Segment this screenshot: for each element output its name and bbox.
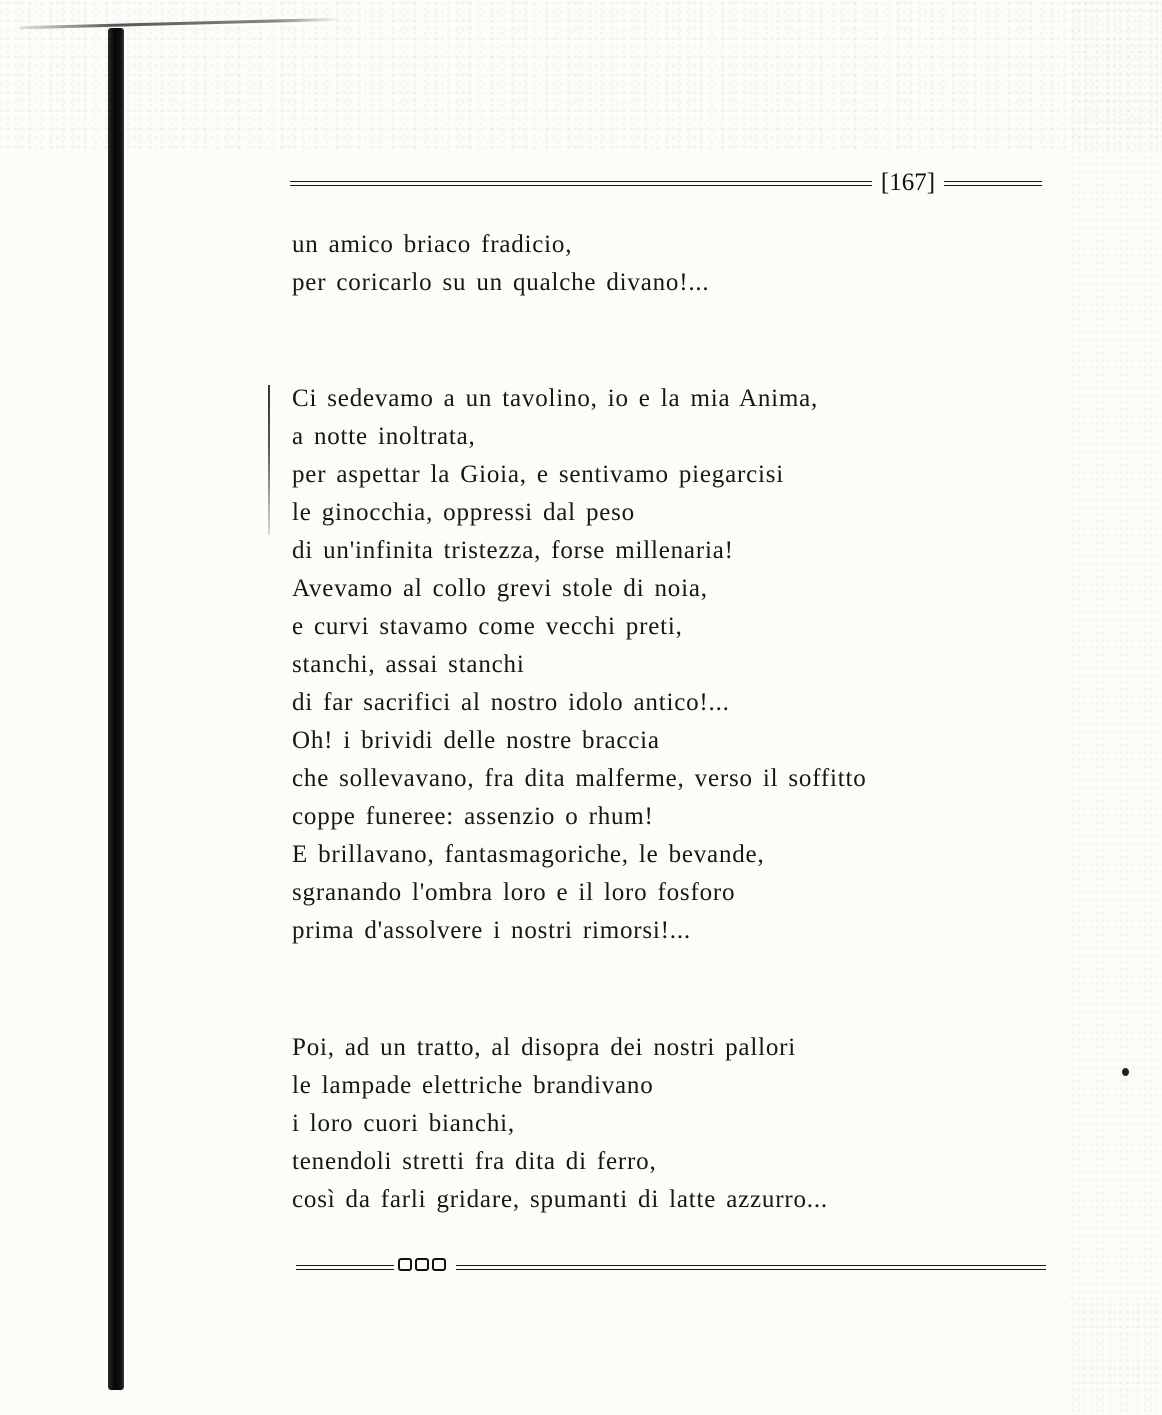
stanza	[292, 1029, 828, 1219]
page-header	[290, 168, 1042, 200]
poem-line: prima d'assolvere i nostri rimorsi!...	[292, 917, 691, 944]
poem-line: un amico briaco fradicio,	[292, 231, 573, 258]
poem-line: per coricarlo su un qualche divano!...	[292, 269, 710, 296]
poem-line: Oh! i brividi delle nostre braccia	[292, 727, 660, 754]
poem-line: di un'infinita tristezza, forse millenaria!	[292, 537, 734, 564]
poem-line: Poi, ad un tratto, al disopra dei nostri pallori	[292, 1034, 796, 1061]
stanza	[292, 226, 709, 302]
poem-line: E brillavano, fantasmagoriche, le bevande,	[292, 841, 765, 868]
poem-line: e curvi stavamo come vecchi preti,	[292, 613, 683, 640]
stanza	[292, 380, 867, 950]
ink-spot	[1122, 1068, 1129, 1076]
poem-line: così da farli gridare, spumanti di latte azzurro...	[292, 1186, 828, 1213]
poem-line: coppe funeree: assenzio o rhum!	[292, 803, 654, 830]
poem-line: le ginocchia, oppressi dal peso	[292, 499, 635, 526]
poem-line: stanchi, assai stanchi	[292, 651, 525, 678]
poem-line: le lampade elettriche brandivano	[292, 1072, 654, 1099]
margin-pencil-mark	[268, 385, 270, 535]
poem-line: sgranando l'ombra loro e il loro fosforo	[292, 879, 736, 906]
poem-line: tenendoli stretti fra dita di ferro,	[292, 1148, 657, 1175]
poem-line: i loro cuori bianchi,	[292, 1110, 515, 1137]
paper-speckle-right	[1070, 0, 1162, 1415]
poem-line: che sollevavano, fra dita malferme, verso il soffitto	[292, 765, 867, 792]
poem-line: Avevamo al collo grevi stole di noia,	[292, 575, 708, 602]
book-binding	[108, 28, 124, 1390]
ornament-square	[432, 1258, 446, 1271]
square-ornament-icon	[398, 1258, 446, 1271]
page-number: [167]	[880, 169, 936, 196]
paper-speckle-bottom	[0, 1300, 1162, 1415]
poem-line: a notte inoltrata,	[292, 423, 476, 450]
footer-rule-right	[456, 1265, 1046, 1270]
page-footer-ornament	[296, 1256, 1046, 1280]
poem-line: per aspettar la Gioia, e sentivamo piegarcisi	[292, 461, 785, 488]
ornament-square	[398, 1258, 412, 1271]
ornament-square	[415, 1258, 429, 1271]
header-rule-left	[290, 181, 872, 186]
header-rule-right	[944, 181, 1042, 186]
poem-line: di far sacrifici al nostro idolo antico!...	[292, 689, 730, 716]
poem-line: Ci sedevamo a un tavolino, io e la mia Anima,	[292, 385, 819, 412]
footer-rule-left	[296, 1265, 394, 1270]
